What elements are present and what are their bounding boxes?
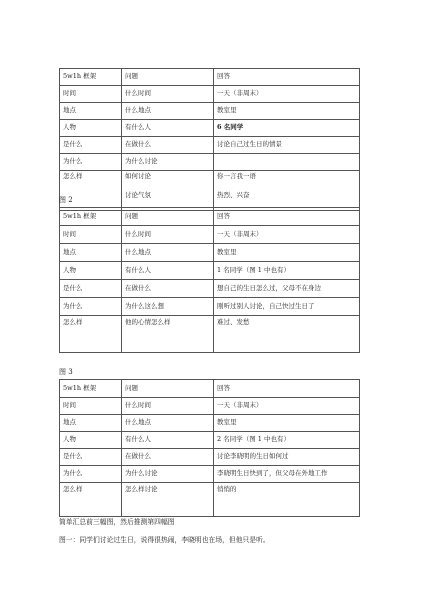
header-cell: 5w1h 框架 <box>60 208 122 226</box>
table-cell: 时间 <box>60 398 122 415</box>
table-cell: 为什么讨论 <box>122 466 214 483</box>
table-cell: 一天（非周末） <box>214 226 360 244</box>
table-cell: 有什么人 <box>122 120 214 137</box>
table-cell: 为什么这么想 <box>122 298 214 316</box>
table-cell: 刚听过别人讨论，自己快过生日了 <box>214 298 360 316</box>
table-cell <box>214 171 360 211</box>
table-cell: 什么地点 <box>122 415 214 432</box>
table-cell: 他的心情怎么样 <box>122 316 214 353</box>
table-row <box>60 154 360 171</box>
header-cell: 5w1h 框架 <box>60 380 122 398</box>
table-cell: 想自己的生日怎么过，父母不在身边 <box>214 280 360 298</box>
header-cell: 问题 <box>122 208 214 226</box>
table-cell: 1 名同学（图 1 中也有） <box>214 262 360 280</box>
table-cell: 在做什么 <box>122 449 214 466</box>
table-cell: 讨论李晓明的生日如何过 <box>214 449 360 466</box>
table-row <box>60 137 360 154</box>
cell-line: 如何讨论 <box>125 172 151 180</box>
header-cell: 5w1h 框架 <box>60 69 122 86</box>
table-cell: 时间 <box>60 86 122 103</box>
table-cell: 什么时间 <box>122 226 214 244</box>
table-cell: 教室里 <box>214 244 360 262</box>
table-cell: 地点 <box>60 415 122 432</box>
table-row <box>60 298 360 316</box>
table-cell: 有什么人 <box>122 262 214 280</box>
table-row <box>60 398 360 415</box>
table-row <box>60 483 360 517</box>
table-row <box>60 432 360 449</box>
table-cell: 有什么人 <box>122 432 214 449</box>
header-cell: 回答 <box>214 380 360 398</box>
table-row <box>60 86 360 103</box>
table-row <box>60 449 360 466</box>
table-cell: 人物 <box>60 262 122 280</box>
summary-text: 图一：同学们讨论过生日，说得很热闹，李晓明也在场，但他只是听。 <box>59 536 270 544</box>
table-cell <box>122 171 214 211</box>
table-row <box>60 103 360 120</box>
header-cell: 回答 <box>214 69 360 86</box>
table-cell: 讨论自己过生日的情景 <box>214 137 360 154</box>
cell-line: 讨论气氛 <box>125 191 151 199</box>
table-cell: 地点 <box>60 103 122 120</box>
table-header-row <box>60 380 360 398</box>
table-cell: 为什么讨论 <box>122 154 214 171</box>
table-cell: 教室里 <box>214 103 360 120</box>
table-cell: 教室里 <box>214 415 360 432</box>
table-cell: 什么时间 <box>122 86 214 103</box>
cell-line: 热烈、兴奋 <box>217 191 250 199</box>
table-cell: 什么地点 <box>122 244 214 262</box>
table-header-row <box>60 208 360 226</box>
table-cell: 2 名同学（图 1 中也有） <box>214 432 360 449</box>
table-row <box>60 171 360 211</box>
table-row <box>60 244 360 262</box>
table-cell: 人物 <box>60 120 122 137</box>
table-3 <box>59 379 360 517</box>
table-cell: 为什么 <box>60 466 122 483</box>
table-2 <box>59 207 360 353</box>
table-cell: 悄悄的 <box>214 483 360 517</box>
table-cell: 李晓明生日快到了，但父母在外地工作 <box>214 466 360 483</box>
header-cell: 问题 <box>122 380 214 398</box>
table-row <box>60 415 360 432</box>
table-cell: 什么时间 <box>122 398 214 415</box>
table-cell: 是什么 <box>60 449 122 466</box>
figure-caption: 图 2 <box>59 196 73 204</box>
table-cell: 为什么 <box>60 298 122 316</box>
summary-heading: 简单汇总前三幅图，然后推测第四幅图 <box>59 518 175 526</box>
table-row <box>60 262 360 280</box>
table-cell: 人物 <box>60 432 122 449</box>
table-cell: 一天（非周末） <box>214 86 360 103</box>
table-cell: 什么地点 <box>122 103 214 120</box>
table-cell <box>214 154 360 171</box>
table-row <box>60 280 360 298</box>
table-cell: 难过、发愁 <box>214 316 360 353</box>
table-cell: 怎么样 <box>60 171 122 211</box>
table-cell: 怎么样 <box>60 316 122 353</box>
table-header-row <box>60 69 360 86</box>
table-1 <box>59 68 360 211</box>
table-cell: 地点 <box>60 244 122 262</box>
table-cell: 6 名同学 <box>214 120 360 137</box>
header-cell: 问题 <box>122 69 214 86</box>
cell-line: 你一言我一语 <box>217 172 256 180</box>
table-cell: 是什么 <box>60 280 122 298</box>
table-row <box>60 316 360 353</box>
table-cell: 怎么样讨论 <box>122 483 214 517</box>
table-row <box>60 466 360 483</box>
table-cell: 在做什么 <box>122 280 214 298</box>
figure-caption: 图 3 <box>59 368 73 376</box>
table-cell: 怎么样 <box>60 483 122 517</box>
table-cell: 在做什么 <box>122 137 214 154</box>
table-row <box>60 226 360 244</box>
header-cell: 回答 <box>214 208 360 226</box>
table-cell: 是什么 <box>60 137 122 154</box>
table-row <box>60 120 360 137</box>
table-cell: 时间 <box>60 226 122 244</box>
table-cell: 为什么 <box>60 154 122 171</box>
table-cell: 一天（非周末） <box>214 398 360 415</box>
